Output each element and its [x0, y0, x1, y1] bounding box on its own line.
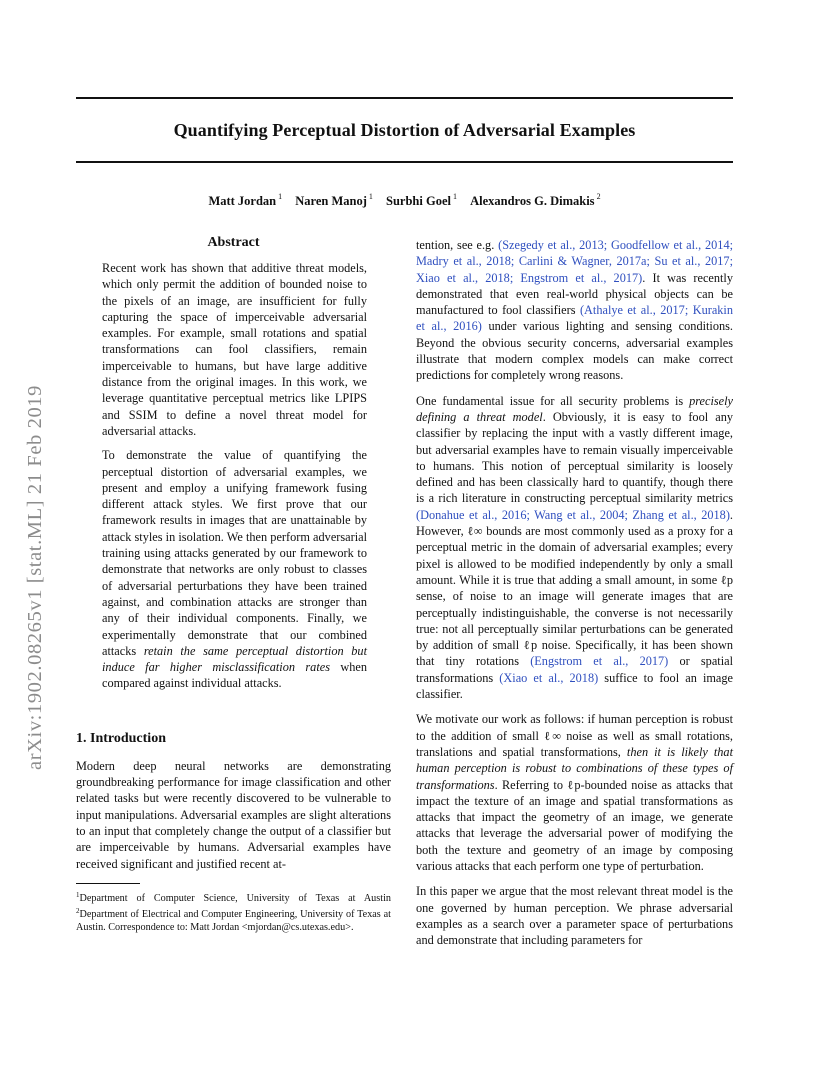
author-list	[76, 192, 733, 209]
author: Alexandros G. Dimakis $^2$	[470, 192, 601, 208]
citation-link[interactable]: (Szegedy et al., 2013; Goodfellow et al., 2014; Madry et al., 2018; Carlini & Wagner, 2017a; Su et al., 2017; Xiao et al., 2018; Engstrom et al., 2017)	[416, 238, 734, 285]
citation-link[interactable]: (Donahue et al., 2016; Wang et al., 2004; Zhang et al., 2018)	[416, 507, 730, 522]
citation-link[interactable]: (Engstrom et al., 2017)	[530, 654, 669, 669]
abstract-paragraph: Recent work has shown that additive threat models, which only permit the addition of bounded noise to the pixels of an image, are insufficient for fully capturing the space of imperceivable adversarial examples. For example, small rotations and spatial transformations can fool classifiers, remain imperceivable to humans, but have large additive distance from the original images. In this work, we leverage quantitative perceptual metrics like LPIPS and SSIM to define a novel threat model for adversarial attacks.	[102, 261, 367, 438]
body-paragraph: In this paper we argue that the most relevant threat model is the one governed by human perception. We phrase adversarial examples as a search over a parameter space of perturbations and demonstrate that including parameters for	[416, 884, 733, 948]
section-heading-introduction: 1. Introduction	[76, 730, 166, 746]
body-paragraph: tention, see e.g. (Szegedy et al., 2013; Goodfellow et al., 2014; Madry et al., 2018; Carlini & Wagner, 2017a; Su et al., 2017; Xiao et al., 2018; Engstrom et al., 2017). It was recently demonstrated that even real-world physical objects can be manufactured to fool classifiers (Athalye et al., 2017; Kurakin et al., 2016) under various lighting and sensing conditions. Beyond the obvious security concerns, adversarial examples illustrate that modern complex models can make correct predictions for completely wrong reasons.	[416, 238, 734, 383]
footnote-rule	[76, 883, 140, 884]
body-paragraph: One fundamental issue for all security problems is precisely defining a threat model. Obviously, it is easy to fool any classifier by replacing the input with a vastly different image, but adversarial examples have to remain visually imperceivable to humans. This notion of perceptual similarity is loosely defined and has been classically hard to quantify, though there is a rich literature in constructing perceptual similarity metrics (Donahue et al., 2016; Wang et al., 2004; Zhang et al., 2018). However, ℓ∞ bounds are most commonly used as a proxy for a perceptual metric in the domain of adversarial examples; every pixel is allowed to be modified independently by only a small amount. While it is true that adding a small amount, in some ℓp sense, of noise to an image will generate images that are perceptually indistinguishable, the converse is not necessarily true: not all perceptually similar perturbations can be generated by addition of small ℓp noise. Specifically, it has been shown that tiny rotations (Engstrom et al., 2017) or spatial transformations (Xiao et al., 2018) suffice to fool an image classifier.	[416, 393, 733, 702]
author: Matt Jordan $^1$	[208, 192, 283, 208]
citation-link[interactable]: (Athalye et al., 2017; Kurakin et al., 2016)	[416, 303, 733, 334]
intro-paragraph: Modern deep neural networks are demonstrating groundbreaking performance for image classification and other related tasks but were recently discovered to be vulnerable to input manipulations. Adversarial examples are slight alterations to an input that completely change the output of a classifier but are imperceivable by humans. Adversarial examples have received significant and justified recent at-	[76, 758, 391, 871]
paper-title: Quantifying Perceptual Distortion of Adversarial Examples	[173, 120, 636, 140]
affiliation-footnote: $^1$Department of Computer Science, University of Texas at Austin $^2$Department of Electrical and Computer Engineering, University of Texas at Austin. Correspondence to: Matt Jordan <mjordan@cs.utexas.edu>.	[76, 891, 391, 933]
body-paragraph: We motivate our work as follows: if human perception is robust to the addition of small ℓ∞ noise as well as small rotations, translations and spatial transformations, then it is likely that human perception is robust to combinations of these types of transformations. Referring to ℓp-bounded noise as attacks that impact the texture of an image and spatial transformations as attacks that impact the geometry of an image, we generate attacks that leverage the adversarial power of modifying the both the texture and geometry of an image by composing various attacks that each perform one type of perturbation.	[416, 712, 733, 873]
author: Naren Manoj $^1$	[295, 192, 373, 208]
abstract-heading: Abstract	[207, 235, 260, 250]
title-rule-bottom	[76, 161, 733, 163]
title-rule-top	[76, 97, 733, 99]
left-column	[76, 235, 391, 880]
arxiv-sidebar-stamp[interactable]: arXiv:1902.08265v1 [stat.ML] 21 Feb 2019	[24, 385, 46, 770]
right-column	[416, 237, 733, 957]
abstract-paragraph: To demonstrate the value of quantifying the perceptual distortion of adversarial examples, we present and employ a unifying framework fusing different attack styles. We first prove that our framework results in images that are unattainable by attack styles in isolation. We then perform adversarial training using attacks generated by our framework to demonstrate that networks are only robust to classes of adversarial perturbations they have been trained against, and combination attacks are stronger than any of their individual components. Finally, we experimentally demonstrate that our combined attacks retain the same perceptual distortion but induce far higher misclassification rates when compared against individual attacks.	[102, 448, 367, 691]
citation-link[interactable]: (Xiao et al., 2018)	[499, 670, 599, 685]
author: Surbhi Goel $^1$	[386, 192, 457, 208]
